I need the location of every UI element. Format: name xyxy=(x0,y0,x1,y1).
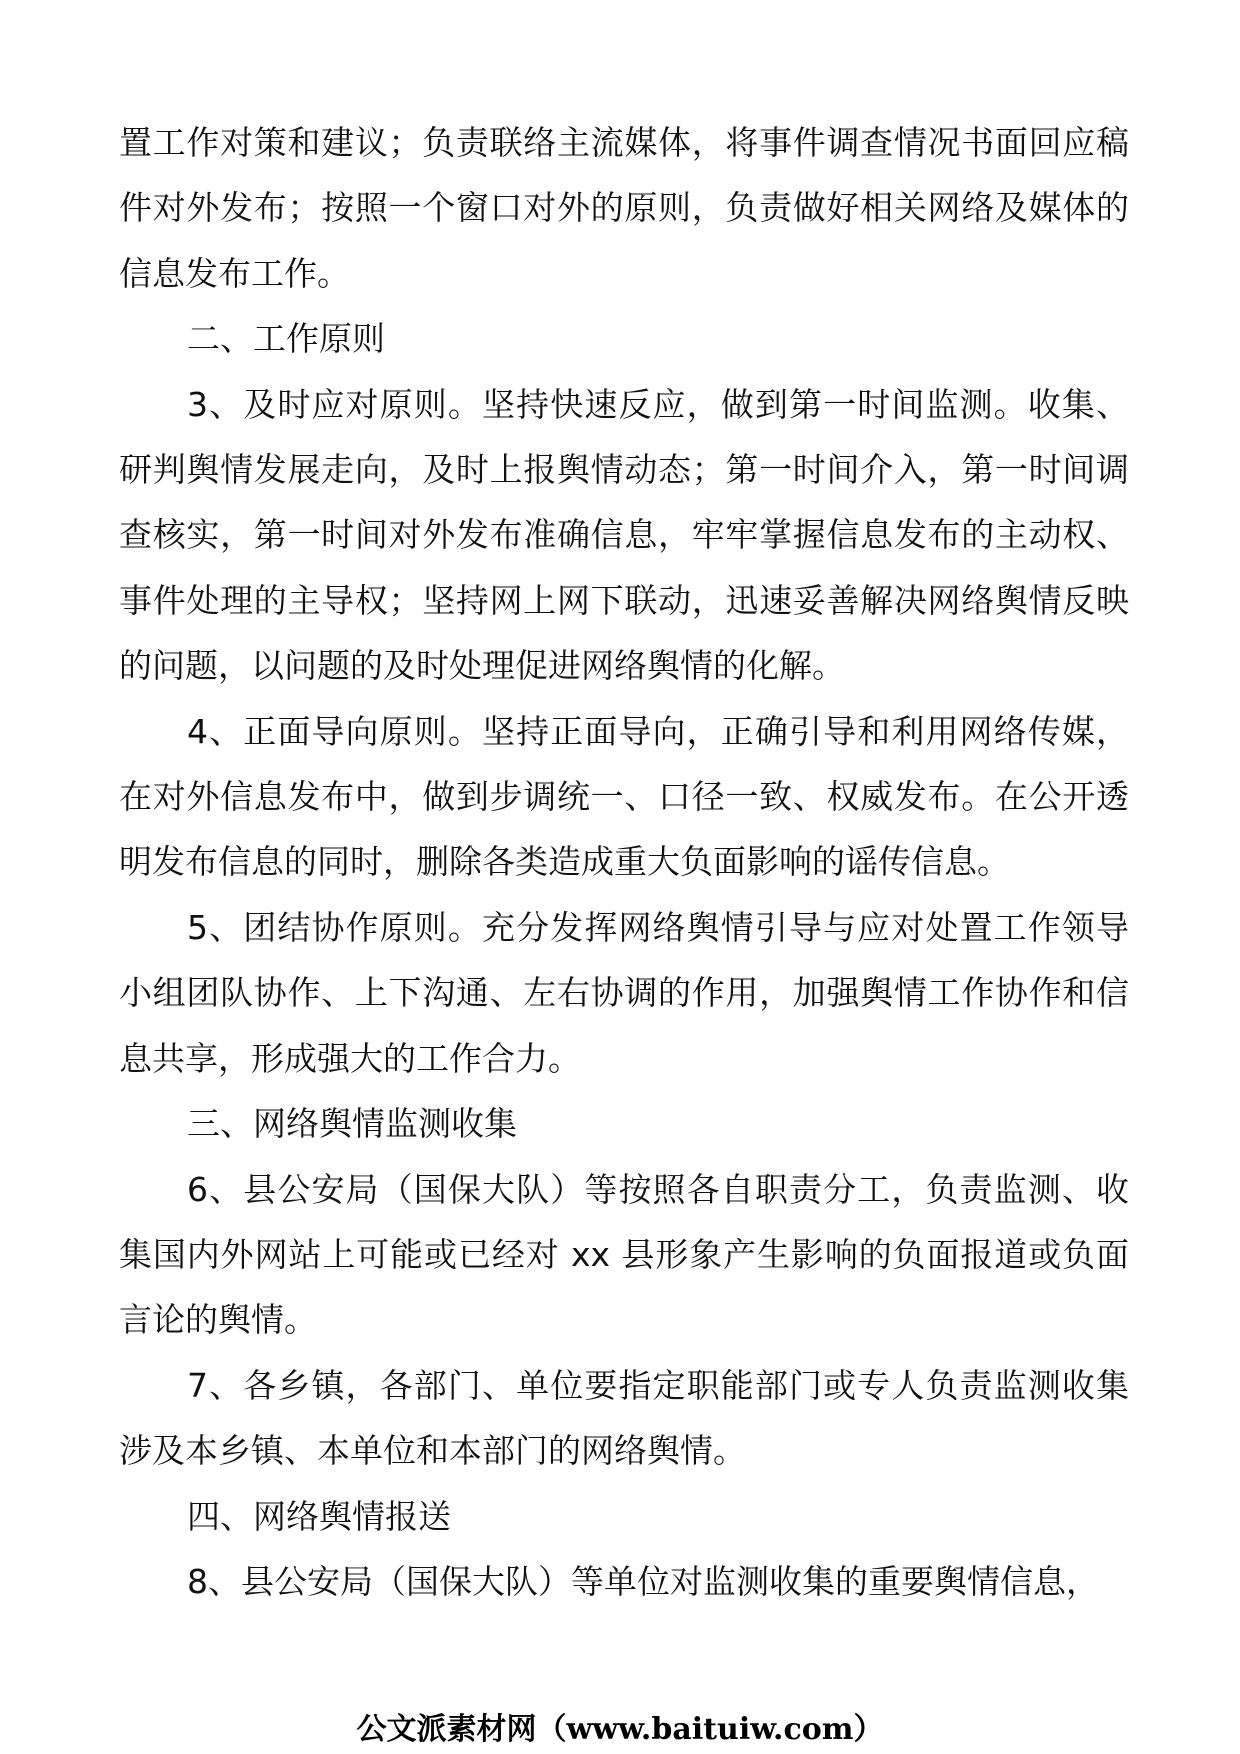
section-heading-3: 三、网络舆情监测收集 xyxy=(187,1104,517,1144)
paragraph-7: 7、各乡镇，各部门、单位要指定职能部门或专人负责监测收集涉及本乡镇、本单位和本部门的网络舆情。 xyxy=(119,1365,1129,1471)
section-heading-4: 四、网络舆情报送 xyxy=(187,1496,451,1536)
paragraph-3: 3、及时应对原则。坚持快速反应，做到第一时间监测。收集、研判舆情发展走向，及时上报舆情动态；第一时间介入，第一时间调查核实，第一时间对外发布准确信息，牢牢掌握信息发布的主动权、事件处理的主导权；坚持网上网下联动，迅速妥善解决网络舆情反映的问题，以问题的及时处理促进网络舆情的化解。 xyxy=(119,384,1129,686)
paragraph-0: 置工作对策和建议；负责联络主流媒体，将事件调查情况书面回应稿件对外发布；按照一个窗口对外的原则，负责做好相关网络及媒体的信息发布工作。 xyxy=(119,123,1129,293)
paragraph-5: 5、团结协作原则。充分发挥网络舆情引导与应对处置工作领导小组团队协作、上下沟通、左右协调的作用，加强舆情工作协作和信息共享，形成强大的工作合力。 xyxy=(119,907,1129,1078)
document-body xyxy=(119,110,1129,1614)
paragraph-4: 4、正面导向原则。坚持正面导向，正确引导和利用网络传媒，在对外信息发布中，做到步调统一、口径一致、权威发布。在公开透明发布信息的同时，删除各类造成重大负面影响的谣传信息。 xyxy=(119,711,1129,882)
section-heading-2: 二、工作原则 xyxy=(187,319,385,359)
paragraph-6: 6、县公安局（国保大队）等按照各自职责分工，负责监测、收集国内外网站上可能或已经对 xx 县形象产生影响的负面报道或负面言论的舆情。 xyxy=(119,1169,1129,1340)
paragraph-8: 8、县公安局（国保大队）等单位对监测收集的重要舆情信息， xyxy=(187,1561,1099,1601)
footer-watermark: 公文派素材网（www.baituiw.com） xyxy=(356,1712,884,1747)
